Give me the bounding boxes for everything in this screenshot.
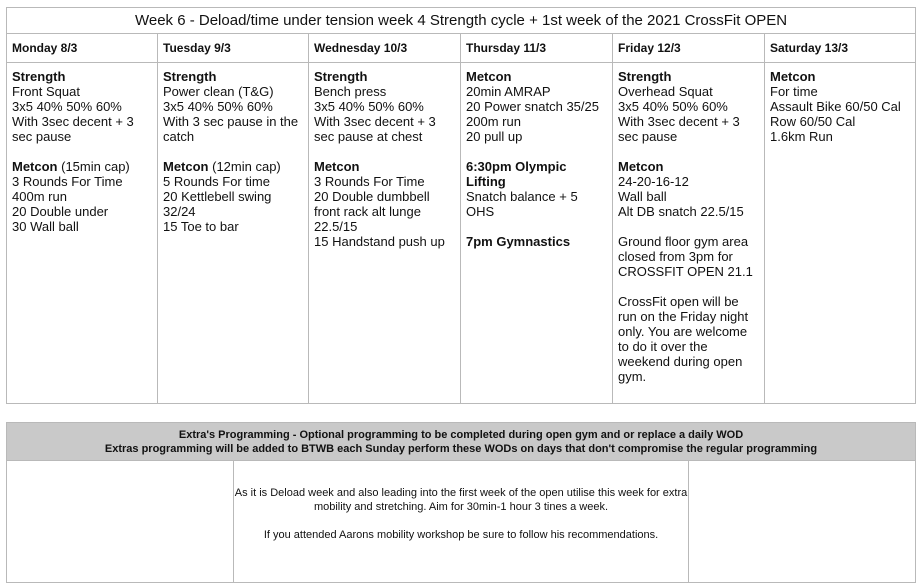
workout-line: 3x5 40% 50% 60% bbox=[163, 99, 273, 114]
extras-header-line-2: Extras programming will be added to BTWB each Sunday perform these WODs on days that don't compromise the regular programming bbox=[104, 442, 818, 455]
section-title: 6:30pm Olympic Lifting bbox=[466, 159, 567, 189]
section-title: Metcon bbox=[163, 159, 209, 174]
extras-header bbox=[7, 423, 916, 461]
section-title: Metcon bbox=[618, 159, 664, 174]
day-header: Wednesday 10/3 bbox=[309, 34, 461, 63]
extras-programming-table bbox=[6, 422, 916, 583]
workout-line: 20 Double under bbox=[12, 204, 109, 219]
workout-line: 3x5 40% 50% 60% bbox=[314, 99, 424, 114]
time-cap-note: (15min cap) bbox=[61, 159, 130, 174]
section-title: Metcon bbox=[12, 159, 58, 174]
extras-paragraph-2: If you attended Aarons mobility workshop be sure to follow his recommendations. bbox=[263, 529, 659, 541]
workout-section bbox=[466, 159, 608, 219]
workout-line: 3 Rounds For Time bbox=[314, 174, 425, 189]
section-title: Metcon bbox=[314, 159, 360, 174]
section-heading bbox=[618, 69, 760, 84]
day-header-row bbox=[7, 34, 916, 63]
workout-line: For time bbox=[770, 84, 818, 99]
workout-line: Row 60/50 Cal bbox=[770, 114, 856, 129]
section-title: Metcon bbox=[770, 69, 816, 84]
workout-line: 400m run bbox=[12, 189, 67, 204]
workout-line: 15 Toe to bar bbox=[163, 219, 239, 234]
workout-line: CrossFit open will be run on the Friday night only. You are welcome to do it over the weekend during open gym. bbox=[618, 294, 749, 384]
workout-line: 20 Double dumbbell front rack alt lunge 22.5/15 bbox=[314, 189, 430, 234]
workout-line: With 3sec decent + 3 sec pause at chest bbox=[314, 114, 436, 144]
workout-line: Front Squat bbox=[12, 84, 80, 99]
section-heading bbox=[12, 69, 153, 84]
extras-left-cell bbox=[7, 461, 234, 583]
extras-header-line-1: Extra's Programming - Optional programming to be completed during open gym and or replace a daily WOD bbox=[178, 428, 744, 441]
section-title: Strength bbox=[12, 69, 66, 84]
workout-line: Overhead Squat bbox=[618, 84, 713, 99]
workout-line: 20min AMRAP bbox=[466, 84, 551, 99]
workout-line: Wall ball bbox=[618, 189, 667, 204]
workout-line: Bench press bbox=[314, 84, 387, 99]
workout-section bbox=[12, 69, 153, 144]
workout-line: With 3sec decent + 3 sec pause bbox=[12, 114, 134, 144]
day-header: Monday 8/3 bbox=[7, 34, 158, 63]
workout-section bbox=[466, 69, 608, 144]
workout-line: 24-20-16-12 bbox=[618, 174, 689, 189]
day-header: Friday 12/3 bbox=[613, 34, 765, 63]
extras-paragraph-1: As it is Deload week and also leading into the first week of the open utilise this week for extra mobility and stretching. Aim for 30min-1 hour 3 tines a week. bbox=[234, 487, 688, 513]
workout-line: 20 Power snatch 35/25 bbox=[466, 99, 599, 114]
section-heading bbox=[163, 69, 304, 84]
section-heading bbox=[314, 69, 456, 84]
day-workout-cell bbox=[765, 63, 916, 404]
workout-line: 3x5 40% 50% 60% bbox=[12, 99, 122, 114]
day-workout-cell bbox=[158, 63, 309, 404]
section-heading bbox=[466, 234, 608, 249]
workout-section bbox=[314, 69, 456, 144]
workout-line: 30 Wall ball bbox=[12, 219, 79, 234]
day-workout-cell bbox=[7, 63, 158, 404]
day-header: Tuesday 9/3 bbox=[158, 34, 309, 63]
workout-line: 5 Rounds For time bbox=[163, 174, 270, 189]
workout-section bbox=[12, 159, 153, 234]
section-heading bbox=[618, 159, 760, 174]
section-heading bbox=[466, 69, 608, 84]
workout-line: With 3 sec pause in the catch bbox=[163, 114, 299, 144]
section-heading bbox=[163, 159, 304, 174]
workout-line: Ground floor gym area closed from 3pm for CROSSFIT OPEN 21.1 bbox=[618, 234, 753, 279]
workout-section bbox=[466, 234, 608, 249]
day-workout-cell bbox=[461, 63, 613, 404]
weekly-schedule-table bbox=[6, 7, 916, 404]
workout-section bbox=[618, 294, 760, 384]
workout-line: With 3sec decent + 3 sec pause bbox=[618, 114, 740, 144]
section-heading bbox=[466, 159, 608, 189]
section-heading bbox=[12, 159, 153, 174]
schedule-title: Week 6 - Deload/time under tension week 4 Strength cycle + 1st week of the 2021 CrossFit OPEN bbox=[7, 8, 916, 34]
workout-section bbox=[314, 159, 456, 249]
extras-right-cell bbox=[689, 461, 916, 583]
workout-line: 15 Handstand push up bbox=[314, 234, 445, 249]
workout-section bbox=[618, 69, 760, 144]
workout-line: Power clean (T&G) bbox=[163, 84, 274, 99]
section-title: Strength bbox=[618, 69, 672, 84]
section-title: Metcon bbox=[466, 69, 512, 84]
extras-body bbox=[234, 461, 689, 583]
day-header: Thursday 11/3 bbox=[461, 34, 613, 63]
workout-line: Snatch balance + 5 OHS bbox=[466, 189, 578, 219]
workout-line: 3x5 40% 50% 60% bbox=[618, 99, 728, 114]
day-workout-cell bbox=[613, 63, 765, 404]
day-body-row bbox=[7, 63, 916, 404]
time-cap-note: (12min cap) bbox=[212, 159, 281, 174]
workout-section bbox=[618, 234, 760, 279]
workout-line: 1.6km Run bbox=[770, 129, 833, 144]
workout-section bbox=[163, 69, 304, 144]
workout-line: 20 pull up bbox=[466, 129, 523, 144]
section-title: Strength bbox=[314, 69, 368, 84]
section-title: 7pm Gymnastics bbox=[466, 234, 571, 249]
workout-line: 20 Kettlebell swing 32/24 bbox=[163, 189, 272, 219]
workout-line: 3 Rounds For Time bbox=[12, 174, 123, 189]
workout-section bbox=[618, 159, 760, 219]
workout-line: 200m run bbox=[466, 114, 521, 129]
day-workout-cell bbox=[309, 63, 461, 404]
section-heading bbox=[770, 69, 911, 84]
section-title: Strength bbox=[163, 69, 217, 84]
workout-line: Alt DB snatch 22.5/15 bbox=[618, 204, 744, 219]
section-heading bbox=[314, 159, 456, 174]
workout-line: Assault Bike 60/50 Cal bbox=[770, 99, 901, 114]
day-header: Saturday 13/3 bbox=[765, 34, 916, 63]
workout-section bbox=[770, 69, 911, 144]
workout-section bbox=[163, 159, 304, 234]
